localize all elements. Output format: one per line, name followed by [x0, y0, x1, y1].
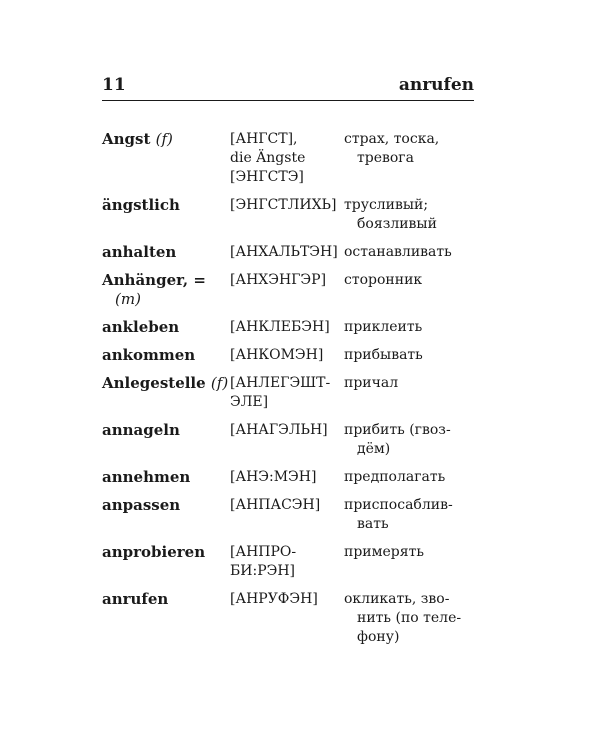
transcription-line: БИ:РЭН]: [230, 563, 296, 579]
entry-translation: [344, 421, 474, 459]
translation-line: причал: [344, 375, 399, 391]
translation-line: примерять: [344, 544, 424, 560]
entry-transcription: [230, 590, 344, 609]
entry-transcription: [230, 196, 344, 215]
entry-transcription: [230, 374, 344, 412]
entry-word-text: ängstlich: [102, 196, 180, 214]
dictionary-entry: [102, 496, 474, 534]
dictionary-entry: [102, 590, 474, 647]
entry-word: [102, 346, 230, 365]
entry-translation: [344, 496, 474, 534]
dictionary-entry: [102, 346, 474, 365]
translation-line: трусливый;: [344, 197, 429, 213]
entry-word-text: Anlegestelle: [102, 374, 206, 392]
transcription-line: [АНАГЭЛЬН]: [230, 422, 328, 438]
entry-transcription: [230, 421, 344, 440]
entry-transcription: [230, 318, 344, 337]
entry-word-text: anrufen: [102, 590, 169, 608]
dictionary-entry: [102, 196, 474, 234]
entry-translation: [344, 346, 474, 365]
entry-word: [102, 271, 230, 309]
translation-line: нить (по теле-: [357, 610, 462, 626]
translation-line: вать: [357, 516, 389, 532]
entry-word-text: anpassen: [102, 496, 181, 514]
entry-word: [102, 130, 230, 149]
entry-word: [102, 318, 230, 337]
transcription-line: [АНГСТ],: [230, 131, 298, 147]
transcription-line: [АНКОМЭН]: [230, 347, 324, 363]
entry-transcription: [230, 496, 344, 515]
dictionary-entry: [102, 318, 474, 337]
entry-transcription: [230, 346, 344, 365]
entry-gender: (f): [210, 374, 229, 392]
transcription-line: [АНПАСЭН]: [230, 497, 321, 513]
translation-line: прибывать: [344, 347, 423, 363]
header-rule: [102, 100, 474, 101]
entry-word-text: ankommen: [102, 346, 196, 364]
entry-translation: [344, 468, 474, 487]
translation-line: останавливать: [344, 244, 452, 260]
entry-word: [102, 468, 230, 487]
entry-translation: [344, 374, 474, 393]
dictionary-entry: [102, 468, 474, 487]
entry-translation: [344, 243, 474, 262]
entry-translation: [344, 130, 474, 168]
entry-transcription: [230, 130, 344, 187]
entry-translation: [344, 543, 474, 562]
transcription-line: [АНЭ:МЭН]: [230, 469, 317, 485]
dictionary-entry: [102, 130, 474, 187]
entry-transcription: [230, 243, 344, 262]
entry-word: [102, 496, 230, 515]
entry-transcription: [230, 543, 344, 581]
dictionary-entries: [102, 130, 474, 656]
entry-transcription: [230, 468, 344, 487]
entry-word-text: annehmen: [102, 468, 191, 486]
translation-line: фону): [357, 629, 400, 645]
dictionary-entry: [102, 543, 474, 581]
transcription-line: [АНХЭНГЭР]: [230, 272, 327, 288]
entry-word: [102, 543, 230, 562]
dictionary-entry: [102, 271, 474, 309]
translation-line: страх, тоска,: [344, 131, 440, 147]
page-number: 11: [102, 75, 126, 95]
page-header: [102, 72, 474, 98]
running-head: anrufen: [398, 75, 474, 95]
entry-word-text: annageln: [102, 421, 180, 439]
entry-word: [102, 243, 230, 262]
entry-word-text: Anhänger, =: [102, 271, 206, 289]
entry-word-text: Angst: [102, 130, 151, 148]
entry-gender: (f): [155, 130, 173, 148]
transcription-line: [АНЛЕГЭШТ-: [230, 375, 331, 391]
entry-word: [102, 374, 230, 393]
entry-word: [102, 590, 230, 609]
transcription-line: die Ängste: [230, 150, 306, 166]
dictionary-entry: [102, 243, 474, 262]
entry-transcription: [230, 271, 344, 290]
entry-translation: [344, 318, 474, 337]
transcription-line: [АНХАЛЬТЭН]: [230, 244, 338, 260]
translation-line: прибить (гвоз-: [344, 422, 451, 438]
translation-line: предполагать: [344, 469, 446, 485]
translation-line: тревога: [357, 150, 414, 166]
entry-translation: [344, 590, 474, 647]
transcription-line: ЭЛЕ]: [230, 394, 269, 410]
translation-line: приклеить: [344, 319, 423, 335]
translation-line: окликать, зво-: [344, 591, 450, 607]
transcription-line: [ЭНГСТЛИХЬ]: [230, 197, 337, 213]
entry-gender: (m): [115, 290, 141, 308]
translation-line: приспосаблив-: [344, 497, 453, 513]
entry-translation: [344, 271, 474, 290]
transcription-line: [АНРУФЭН]: [230, 591, 318, 607]
translation-line: боязливый: [357, 216, 437, 232]
entry-translation: [344, 196, 474, 234]
transcription-line: [АНКЛЕБЭН]: [230, 319, 330, 335]
dictionary-entry: [102, 374, 474, 412]
entry-word-text: anhalten: [102, 243, 177, 261]
translation-line: дём): [357, 441, 391, 457]
translation-line: сторонник: [344, 272, 423, 288]
entry-word-text: anprobieren: [102, 543, 206, 561]
entry-word: [102, 421, 230, 440]
dictionary-entry: [102, 421, 474, 459]
entry-word-text: ankleben: [102, 318, 180, 336]
transcription-line: [АНПРО-: [230, 544, 297, 560]
entry-word: [102, 196, 230, 215]
transcription-line: [ЭНГСТЭ]: [230, 169, 304, 185]
